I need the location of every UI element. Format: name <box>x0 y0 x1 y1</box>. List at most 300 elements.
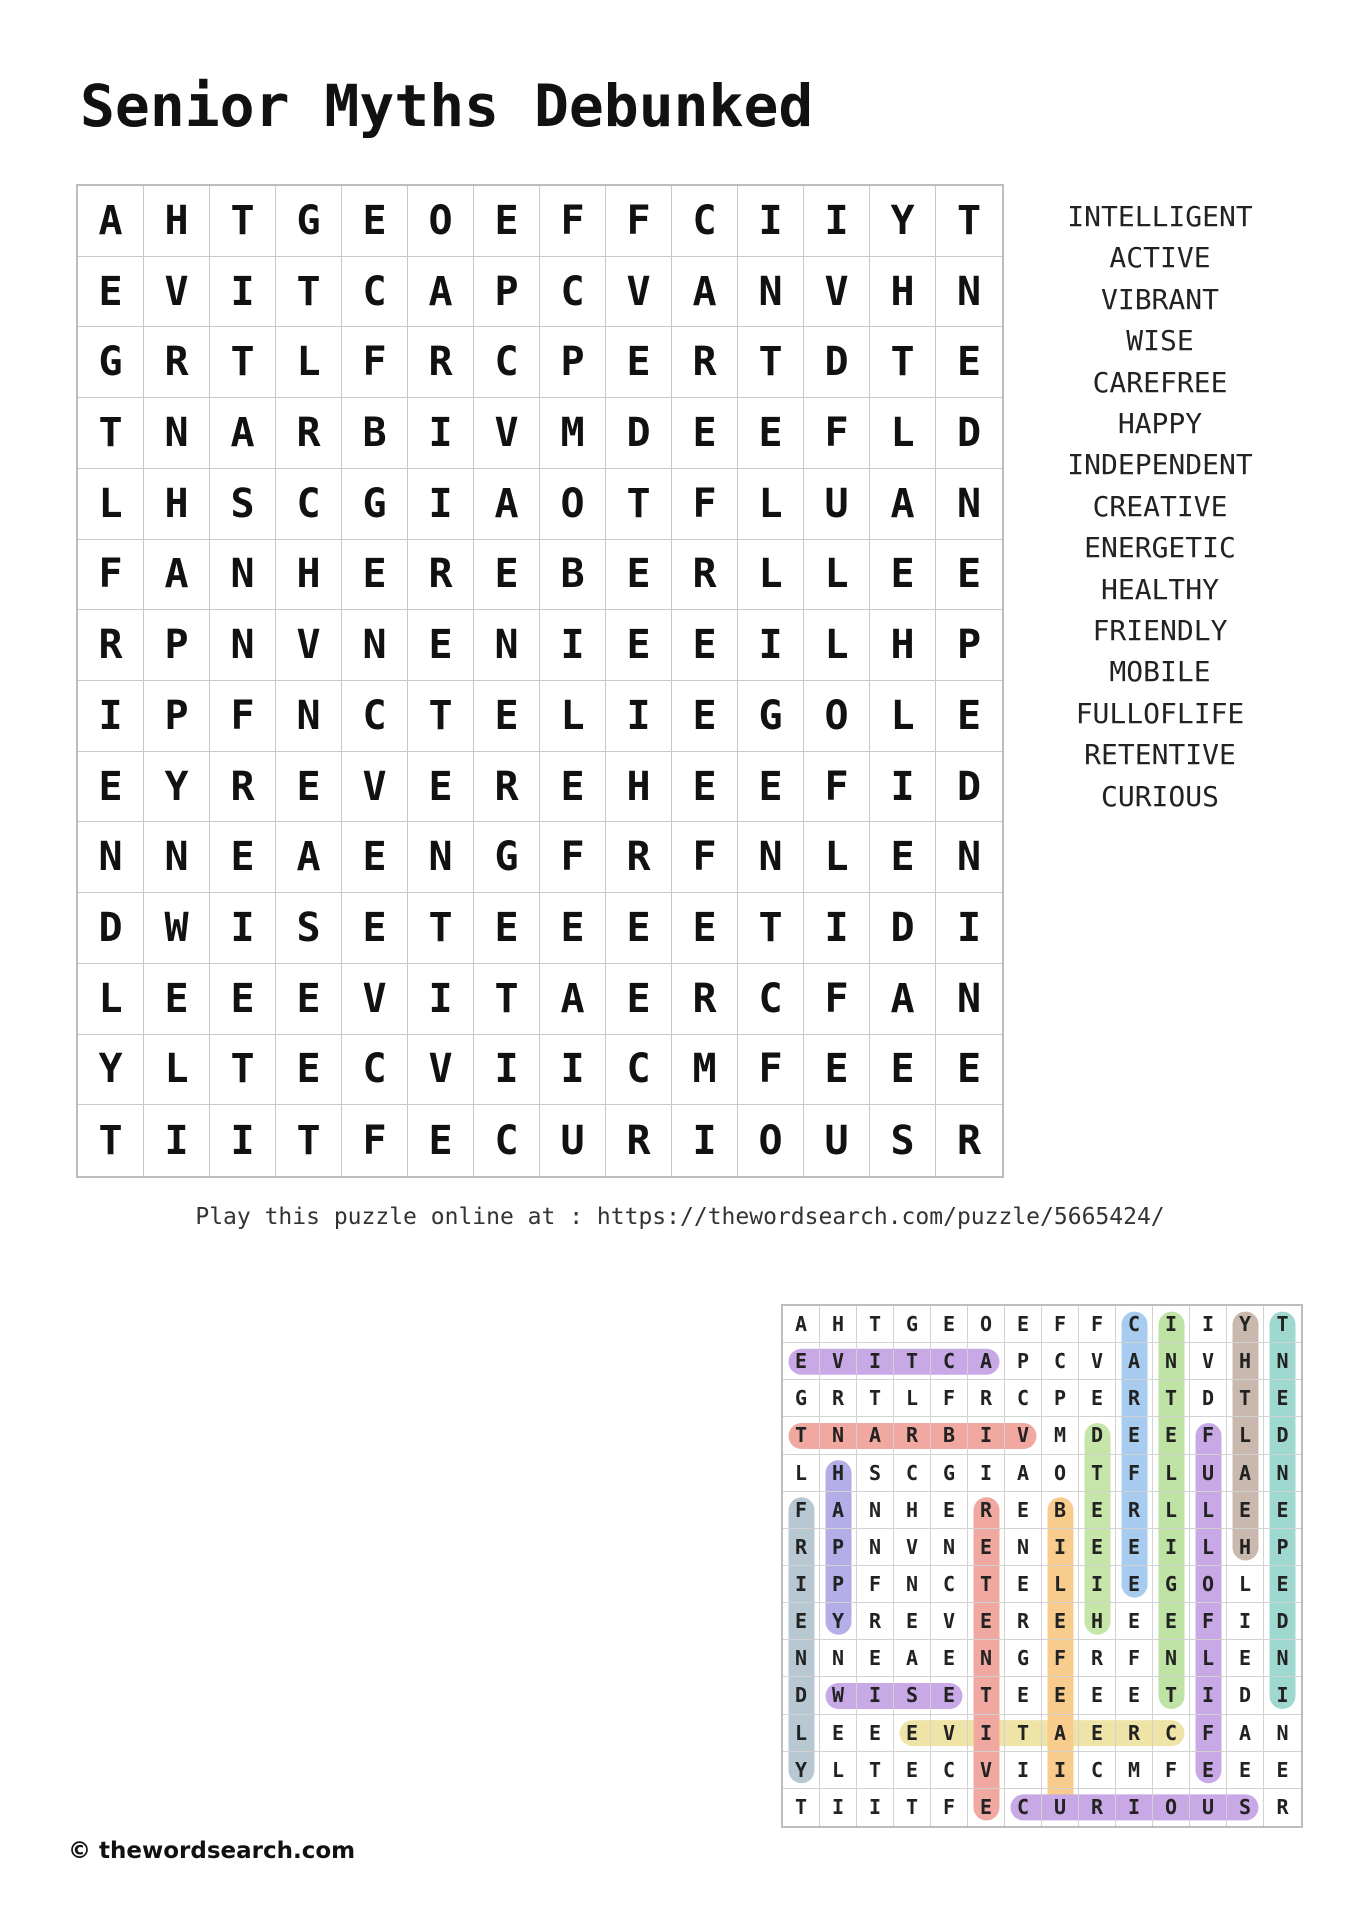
answer-key-cell: I <box>783 1566 820 1603</box>
grid-cell: W <box>144 893 210 964</box>
answer-key-cell: N <box>857 1529 894 1566</box>
answer-key-cell: R <box>1005 1603 1042 1640</box>
grid-cell: A <box>276 822 342 893</box>
answer-key-cell: V <box>1005 1417 1042 1454</box>
grid-cell: F <box>672 822 738 893</box>
answer-key-cell: G <box>1005 1640 1042 1677</box>
answer-key <box>781 1304 1303 1828</box>
answer-key-cell: C <box>1153 1715 1190 1752</box>
answer-key-cell: I <box>1116 1789 1153 1826</box>
answer-key-cell: N <box>783 1640 820 1677</box>
answer-key-cell: Y <box>783 1752 820 1789</box>
answer-key-cell: E <box>894 1715 931 1752</box>
grid-cell: V <box>606 257 672 328</box>
grid-cell: F <box>210 681 276 752</box>
grid-cell: N <box>276 681 342 752</box>
grid-cell: A <box>870 964 936 1035</box>
answer-key-cell: I <box>1190 1306 1227 1343</box>
answer-key-cell: Y <box>820 1603 857 1640</box>
grid-cell: I <box>738 610 804 681</box>
grid-cell: H <box>144 469 210 540</box>
grid-cell: E <box>276 752 342 823</box>
word-search-grid <box>76 184 1004 1178</box>
answer-key-cell: C <box>1079 1752 1116 1789</box>
answer-key-cell: A <box>1227 1455 1264 1492</box>
grid-cell: T <box>738 893 804 964</box>
word-list-item: WISE <box>1126 324 1194 358</box>
answer-key-cell: T <box>1227 1380 1264 1417</box>
answer-key-cell: F <box>1190 1603 1227 1640</box>
grid-cell: R <box>672 327 738 398</box>
grid-cell: R <box>408 540 474 611</box>
grid-cell: D <box>78 893 144 964</box>
grid-cell: O <box>408 186 474 257</box>
answer-key-cell: P <box>1005 1343 1042 1380</box>
grid-cell: E <box>606 540 672 611</box>
grid-cell: T <box>210 186 276 257</box>
answer-key-cell: I <box>1227 1603 1264 1640</box>
answer-key-cell: C <box>931 1343 968 1380</box>
grid-cell: T <box>78 1105 144 1176</box>
grid-cell: F <box>342 327 408 398</box>
grid-cell: E <box>738 752 804 823</box>
grid-cell: A <box>210 398 276 469</box>
grid-cell: H <box>606 752 672 823</box>
answer-key-cell: N <box>820 1640 857 1677</box>
grid-cell: P <box>144 610 210 681</box>
answer-key-cell: H <box>1227 1343 1264 1380</box>
answer-key-cell: E <box>1264 1566 1301 1603</box>
grid-cell: A <box>672 257 738 328</box>
grid-cell: D <box>606 398 672 469</box>
answer-key-cell: F <box>1079 1306 1116 1343</box>
answer-key-cell: L <box>1042 1566 1079 1603</box>
answer-key-cell: H <box>1227 1529 1264 1566</box>
grid-cell: C <box>672 186 738 257</box>
answer-key-cell: A <box>894 1640 931 1677</box>
copyright-footer: © thewordsearch.com <box>68 1838 356 1864</box>
answer-key-cell: A <box>857 1417 894 1454</box>
grid-cell: H <box>870 257 936 328</box>
word-list-item: FULLOFLIFE <box>1075 696 1245 730</box>
answer-key-cell: L <box>1190 1640 1227 1677</box>
grid-cell: E <box>672 752 738 823</box>
grid-cell: E <box>144 964 210 1035</box>
word-list-item: CAREFREE <box>1092 365 1228 399</box>
grid-cell: F <box>738 1035 804 1106</box>
answer-key-cell: N <box>894 1566 931 1603</box>
grid-cell: T <box>276 1105 342 1176</box>
grid-cell: G <box>738 681 804 752</box>
grid-cell: T <box>276 257 342 328</box>
answer-key-cell: E <box>968 1603 1005 1640</box>
grid-cell: E <box>870 1035 936 1106</box>
grid-cell: L <box>738 469 804 540</box>
grid-cell: S <box>276 893 342 964</box>
grid-cell: S <box>870 1105 936 1176</box>
grid-cell: C <box>738 964 804 1035</box>
grid-cell: I <box>804 893 870 964</box>
answer-key-cell: I <box>1264 1677 1301 1714</box>
answer-key-cell: F <box>1116 1455 1153 1492</box>
grid-cell: T <box>210 327 276 398</box>
play-online-text <box>0 1204 1360 1230</box>
grid-cell: I <box>606 681 672 752</box>
grid-cell: E <box>342 186 408 257</box>
grid-cell: E <box>672 681 738 752</box>
answer-key-cell: T <box>857 1380 894 1417</box>
grid-cell: C <box>276 469 342 540</box>
answer-key-cell: I <box>857 1677 894 1714</box>
answer-key-cell: E <box>1227 1492 1264 1529</box>
grid-cell: E <box>342 540 408 611</box>
grid-cell: R <box>474 752 540 823</box>
grid-cell: F <box>540 186 606 257</box>
grid-cell: A <box>144 540 210 611</box>
answer-key-cell: R <box>1079 1640 1116 1677</box>
answer-key-cell: V <box>968 1752 1005 1789</box>
answer-key-cell: O <box>968 1306 1005 1343</box>
grid-cell: D <box>936 398 1002 469</box>
grid-cell: E <box>210 964 276 1035</box>
word-list-item: VIBRANT <box>1100 282 1219 316</box>
answer-key-cell: E <box>1264 1752 1301 1789</box>
grid-cell: T <box>210 1035 276 1106</box>
grid-cell: V <box>276 610 342 681</box>
word-list-item: ENERGETIC <box>1084 531 1236 565</box>
answer-key-cell: E <box>894 1752 931 1789</box>
grid-cell: T <box>738 327 804 398</box>
answer-key-cell: H <box>820 1455 857 1492</box>
answer-key-cell: E <box>1079 1380 1116 1417</box>
answer-key-cell: T <box>1079 1455 1116 1492</box>
grid-cell: E <box>408 610 474 681</box>
answer-key-cell: H <box>894 1492 931 1529</box>
grid-cell: H <box>276 540 342 611</box>
answer-key-cell: E <box>1190 1752 1227 1789</box>
grid-cell: O <box>540 469 606 540</box>
grid-cell: N <box>144 822 210 893</box>
grid-cell: A <box>540 964 606 1035</box>
grid-cell: P <box>936 610 1002 681</box>
grid-cell: C <box>342 681 408 752</box>
grid-cell: P <box>540 327 606 398</box>
grid-cell: C <box>474 1105 540 1176</box>
grid-cell: E <box>540 752 606 823</box>
grid-cell: N <box>936 964 1002 1035</box>
grid-cell: I <box>210 893 276 964</box>
answer-key-cell: C <box>894 1455 931 1492</box>
grid-cell: M <box>672 1035 738 1106</box>
answer-key-cell: E <box>931 1640 968 1677</box>
grid-cell: E <box>474 186 540 257</box>
answer-key-cell: G <box>894 1306 931 1343</box>
answer-key-cell: F <box>931 1380 968 1417</box>
answer-key-cell: A <box>968 1343 1005 1380</box>
answer-key-cell: I <box>1153 1306 1190 1343</box>
answer-key-cell: E <box>1153 1417 1190 1454</box>
answer-key-cell: N <box>1153 1343 1190 1380</box>
grid-cell: F <box>804 752 870 823</box>
grid-cell: I <box>210 257 276 328</box>
answer-key-cell: T <box>894 1789 931 1826</box>
answer-key-cell: C <box>1116 1306 1153 1343</box>
answer-key-cell: E <box>1264 1380 1301 1417</box>
grid-cell: S <box>210 469 276 540</box>
answer-key-cell: E <box>931 1492 968 1529</box>
answer-key-cell: R <box>1276 1795 1289 1820</box>
grid-cell: I <box>672 1105 738 1176</box>
answer-key-cell: E <box>931 1677 968 1714</box>
answer-key-cell: T <box>1264 1306 1301 1343</box>
answer-key-cell: E <box>1005 1566 1042 1603</box>
answer-key-cell: E <box>857 1640 894 1677</box>
answer-key-cell: I <box>1005 1752 1042 1789</box>
answer-key-cell: U <box>1190 1455 1227 1492</box>
answer-key-cell: E <box>931 1306 968 1343</box>
answer-key-cell: R <box>1116 1380 1153 1417</box>
grid-cell: E <box>606 327 672 398</box>
grid-cell: F <box>342 1105 408 1176</box>
grid-cell: F <box>804 398 870 469</box>
grid-cell: E <box>936 1035 1002 1106</box>
word-list-item: INTELLIGENT <box>1067 200 1253 233</box>
grid-cell: E <box>738 398 804 469</box>
grid-cell: T <box>474 964 540 1035</box>
answer-key-cell: R <box>968 1492 1005 1529</box>
play-online-link[interactable]: Play this puzzle online at : https://thewordsearch.com/puzzle/5665424/ <box>195 1204 1165 1230</box>
answer-key-cell: I <box>968 1715 1005 1752</box>
grid-cell: E <box>672 610 738 681</box>
answer-key-cell: T <box>894 1343 931 1380</box>
answer-key-cell: F <box>857 1566 894 1603</box>
grid-cell: I <box>474 1035 540 1106</box>
grid-cell: T <box>870 327 936 398</box>
answer-key-cell: W <box>820 1677 857 1714</box>
grid-cell: L <box>78 964 144 1035</box>
answer-key-cell: H <box>1079 1603 1116 1640</box>
answer-key-cell: T <box>968 1566 1005 1603</box>
answer-key-cell: E <box>1153 1603 1190 1640</box>
grid-cell: E <box>474 540 540 611</box>
answer-key-cell: I <box>968 1455 1005 1492</box>
grid-cell: I <box>210 1105 276 1176</box>
answer-key-cell: T <box>1005 1715 1042 1752</box>
answer-key-cell: R <box>968 1380 1005 1417</box>
answer-key-cell: N <box>931 1529 968 1566</box>
answer-key-cell: E <box>1116 1603 1153 1640</box>
word-list-item: HEALTHY <box>1100 572 1219 606</box>
grid-cell: N <box>144 398 210 469</box>
answer-key-cell: D <box>1264 1603 1301 1640</box>
answer-key-cell: T <box>857 1752 894 1789</box>
answer-key-cell: I <box>1190 1677 1227 1714</box>
answer-key-cell: I <box>857 1343 894 1380</box>
answer-key-cell: R <box>783 1529 820 1566</box>
grid-cell: I <box>408 398 474 469</box>
answer-key-cell: I <box>1079 1566 1116 1603</box>
grid-cell: T <box>408 893 474 964</box>
grid-cell: N <box>210 610 276 681</box>
answer-key-cell: I <box>1042 1752 1079 1789</box>
grid-cell: C <box>540 257 606 328</box>
answer-key-cell: F <box>1042 1306 1079 1343</box>
grid-cell: F <box>78 540 144 611</box>
answer-key-cell: U <box>1190 1789 1227 1826</box>
grid-cell: E <box>540 893 606 964</box>
answer-key-cell: G <box>931 1455 968 1492</box>
answer-key-cell: N <box>820 1417 857 1454</box>
grid-cell: G <box>78 327 144 398</box>
grid-cell: L <box>804 540 870 611</box>
grid-cell: N <box>210 540 276 611</box>
grid-cell: T <box>606 469 672 540</box>
grid-cell: F <box>672 469 738 540</box>
grid-cell: E <box>342 822 408 893</box>
answer-key-cell: G <box>1153 1566 1190 1603</box>
answer-key-cell: V <box>931 1715 968 1752</box>
answer-key-cell: V <box>1190 1343 1227 1380</box>
answer-key-cell: L <box>894 1380 931 1417</box>
answer-key-cell: P <box>1042 1380 1079 1417</box>
grid-cell: R <box>78 610 144 681</box>
answer-key-cell: S <box>894 1677 931 1714</box>
answer-key-cell: L <box>1153 1455 1190 1492</box>
answer-key-cell: E <box>1227 1752 1264 1789</box>
answer-key-cell: S <box>1227 1789 1264 1826</box>
answer-key-cell: Y <box>1227 1306 1264 1343</box>
answer-key-cell: N <box>1264 1640 1301 1677</box>
answer-key-cell: E <box>1116 1417 1153 1454</box>
grid-cell: D <box>936 752 1002 823</box>
word-list-item: FRIENDLY <box>1092 614 1228 648</box>
grid-cell: N <box>936 469 1002 540</box>
answer-key-cell: T <box>857 1306 894 1343</box>
grid-cell: T <box>936 186 1002 257</box>
grid-cell: I <box>936 893 1002 964</box>
answer-key-cell: P <box>820 1566 857 1603</box>
grid-cell: L <box>144 1035 210 1106</box>
grid-cell: I <box>78 681 144 752</box>
answer-key-cell: E <box>1005 1492 1042 1529</box>
answer-key-cell: R <box>1116 1715 1153 1752</box>
answer-key-cell: A <box>1042 1715 1079 1752</box>
grid-cell: E <box>672 398 738 469</box>
grid-cell: V <box>342 964 408 1035</box>
answer-key-cell: E <box>1264 1492 1301 1529</box>
grid-cell: E <box>936 327 1002 398</box>
grid-cell: C <box>474 327 540 398</box>
answer-key-cell: D <box>1264 1417 1301 1454</box>
grid-cell: R <box>606 1105 672 1176</box>
grid-cell: I <box>738 186 804 257</box>
grid-cell: F <box>606 186 672 257</box>
answer-key-cell: E <box>968 1789 1005 1826</box>
answer-key-cell: I <box>968 1417 1005 1454</box>
grid-cell: E <box>870 822 936 893</box>
answer-key-cell: N <box>1153 1640 1190 1677</box>
grid-cell: R <box>606 822 672 893</box>
answer-key-cell: L <box>820 1752 857 1789</box>
answer-key-cell: T <box>783 1417 820 1454</box>
answer-key-cell: T <box>783 1789 820 1826</box>
word-list-item: MOBILE <box>1109 655 1211 689</box>
grid-cell: I <box>408 469 474 540</box>
answer-key-cell: R <box>1116 1492 1153 1529</box>
word-list-item: CURIOUS <box>1100 779 1219 813</box>
grid-cell: E <box>606 964 672 1035</box>
grid-cell: L <box>78 469 144 540</box>
answer-key-cell: E <box>783 1603 820 1640</box>
grid-cell: L <box>804 822 870 893</box>
grid-cell: A <box>474 469 540 540</box>
answer-key-cell: E <box>894 1603 931 1640</box>
answer-key-cell: E <box>1005 1677 1042 1714</box>
answer-key-cell: S <box>857 1455 894 1492</box>
answer-key-cell: A <box>1227 1715 1264 1752</box>
answer-key-cell: F <box>1042 1640 1079 1677</box>
grid-cell: E <box>276 1035 342 1106</box>
grid-cell: R <box>210 752 276 823</box>
answer-key-cell: N <box>1005 1529 1042 1566</box>
answer-key-cell: V <box>931 1603 968 1640</box>
answer-key-cell: V <box>820 1343 857 1380</box>
answer-key-cell: E <box>1227 1640 1264 1677</box>
answer-key-cell: P <box>1264 1529 1301 1566</box>
answer-key-cell: C <box>931 1566 968 1603</box>
grid-cell: Y <box>870 186 936 257</box>
grid-cell: L <box>870 398 936 469</box>
answer-key-cell: I <box>1153 1529 1190 1566</box>
grid-cell: V <box>804 257 870 328</box>
grid-cell: L <box>870 681 936 752</box>
grid-cell: E <box>408 1105 474 1176</box>
grid-cell: R <box>144 327 210 398</box>
answer-key-cell: E <box>1079 1529 1116 1566</box>
answer-key-cell: R <box>857 1603 894 1640</box>
word-list <box>1060 196 1260 817</box>
answer-key-cell: N <box>1264 1455 1301 1492</box>
grid-cell: C <box>342 1035 408 1106</box>
answer-key-cell: E <box>1116 1677 1153 1714</box>
answer-key-cell: A <box>1116 1343 1153 1380</box>
answer-key-cell: E <box>1042 1677 1079 1714</box>
grid-cell: N <box>408 822 474 893</box>
grid-cell: L <box>804 610 870 681</box>
answer-key-grid <box>783 1306 1301 1826</box>
grid-cell: G <box>276 186 342 257</box>
grid-cell: G <box>342 469 408 540</box>
grid-cell: A <box>78 186 144 257</box>
word-list-item: RETENTIVE <box>1084 738 1236 772</box>
grid-cell: D <box>870 893 936 964</box>
answer-key-cell: O <box>1190 1566 1227 1603</box>
answer-key-cell: I <box>1042 1529 1079 1566</box>
grid-cell: V <box>474 398 540 469</box>
answer-key-cell: N <box>857 1492 894 1529</box>
grid-cell: E <box>276 964 342 1035</box>
grid-cell: E <box>936 681 1002 752</box>
answer-key-cell: L <box>783 1455 820 1492</box>
answer-key-cell: T <box>1153 1380 1190 1417</box>
answer-key-cell: E <box>1005 1306 1042 1343</box>
answer-key-cell: F <box>1190 1417 1227 1454</box>
answer-key-cell: C <box>1005 1380 1042 1417</box>
grid-cell: T <box>408 681 474 752</box>
grid-cell: E <box>474 893 540 964</box>
word-list-item: HAPPY <box>1117 407 1203 441</box>
grid-cell: I <box>540 1035 606 1106</box>
